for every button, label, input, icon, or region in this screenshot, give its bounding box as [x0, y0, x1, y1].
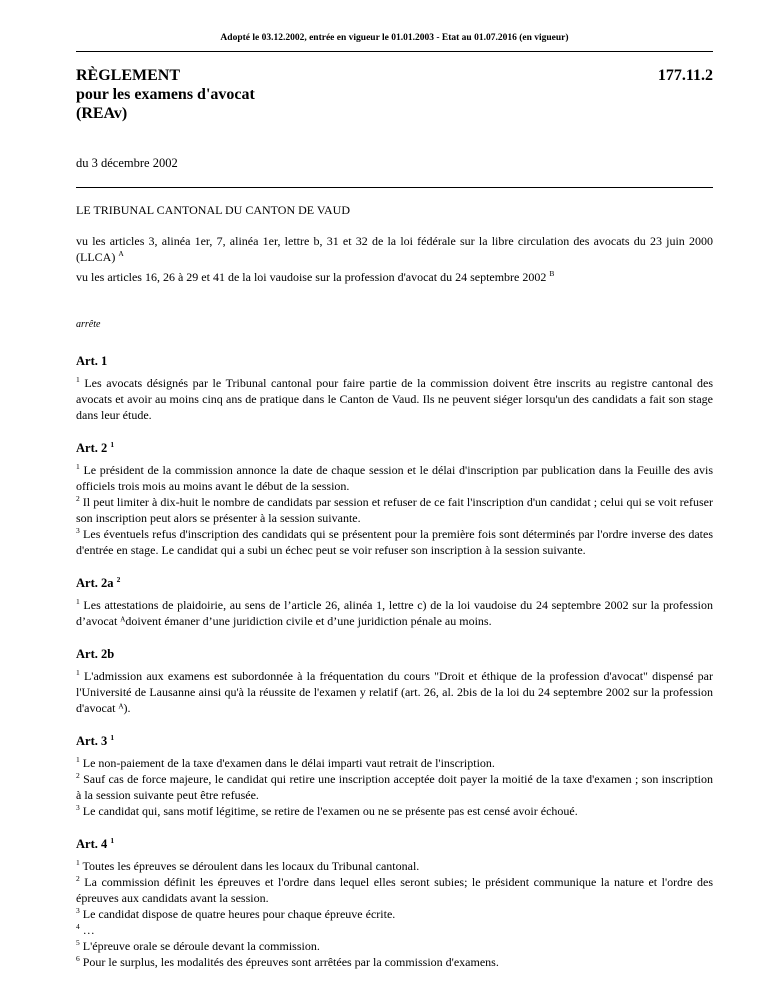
paragraph-number: 3: [76, 906, 80, 915]
article-title: Art. 3: [76, 734, 108, 748]
preamble-item: [76, 233, 713, 265]
document-code: 177.11.2: [657, 67, 713, 84]
paragraph: [76, 803, 713, 819]
paragraph: [76, 922, 713, 938]
paragraph-number: 2: [76, 494, 80, 503]
paragraph-number: 2: [76, 771, 80, 780]
paragraph-number: 1: [76, 462, 80, 471]
paragraph: [76, 668, 713, 716]
paragraph-text: Pour le surplus, les modalités des épreuves sont arrêtées par la commission d'examens.: [79, 955, 499, 969]
status-header: Adopté le 03.12.2002, entrée en vigueur le 01.01.2003 - Etat au 01.07.2016 (en vigueur): [220, 33, 569, 43]
article-heading: [76, 353, 713, 369]
article-heading: [76, 575, 713, 591]
paragraph-number: 1: [76, 597, 80, 606]
title-line-3: (REAv): [76, 105, 128, 122]
article-title: Art. 4: [76, 837, 108, 851]
paragraph: [76, 597, 713, 629]
paragraph: [76, 494, 713, 526]
paragraph: [76, 858, 713, 874]
footnote-ref: 1: [110, 836, 115, 845]
paragraph-text: Les attestations de plaidoirie, au sens de l’article 26, alinéa 1, lettre c) de la loi vaudoise du 24 septembre 2002 sur la profession d’avocat ᴬdoivent émaner d’une juridiction civile et d’une juridiction pénale au moins.: [76, 598, 713, 628]
arrete-label: arrête: [76, 319, 101, 330]
articles: [76, 353, 713, 970]
paragraph: [76, 755, 713, 771]
paragraph: [76, 954, 713, 970]
document-body: [76, 202, 713, 970]
preamble-text: vu les articles 3, alinéa 1er, 7, alinéa 1er, lettre b, 31 et 32 de la loi fédérale sur la libre circulation des avocats du 23 juin 2000 (LLCA): [76, 234, 713, 264]
article-title: Art. 2b: [76, 647, 115, 661]
paragraph-number: 4: [76, 922, 80, 931]
title-block: [76, 66, 713, 126]
article-heading: [76, 440, 713, 456]
paragraph-text: L'épreuve orale se déroule devant la commission.: [79, 939, 320, 953]
paragraph-number: 1: [76, 668, 80, 677]
paragraph-text: Sauf cas de force majeure, le candidat qui retire une inscription acceptée doit payer la moitié de la taxe d'examen ; son inscription à la session suivante peut être refusée.: [76, 772, 713, 802]
paragraph-text: Les éventuels refus d'inscription des candidats qui se présentent pour la première fois sont déterminés par l'ordre inverse des dates d'entrée en stage. Le candidat qui a subi un échec peut se voir refuser son inscription à la session suivante.: [76, 527, 713, 557]
paragraph-text: Le président de la commission annonce la date de chaque session et le délai d'inscription par publication dans la Feuille des avis officiels trois mois au moins avant le début de la session.: [76, 463, 713, 493]
paragraph-number: 3: [76, 526, 80, 535]
document-title: [76, 66, 713, 123]
document-page: [76, 0, 713, 970]
title-line-1: RÈGLEMENT: [76, 67, 181, 84]
article-title: Art. 1: [76, 354, 108, 368]
article-title: Art. 2: [76, 441, 108, 455]
paragraph-text: Le candidat dispose de quatre heures pour chaque épreuve écrite.: [79, 907, 396, 921]
paragraph-number: 2: [76, 874, 80, 883]
paragraph-text: La commission définit les épreuves et l'ordre dans lequel elles seront subies; le président communique la nature et l'ordre des épreuves aux candidats avant la session.: [76, 875, 713, 905]
footnote-ref: 2: [116, 575, 121, 584]
article-heading: [76, 646, 713, 662]
paragraph-number: 6: [76, 954, 80, 963]
preamble: [76, 233, 713, 285]
paragraph-text: Toutes les épreuves se déroulent dans les locaux du Tribunal cantonal.: [79, 859, 420, 873]
paragraph-text: Il peut limiter à dix-huit le nombre de candidats par session et refuser de ce fait l'inscription d'un candidat ; celui qui se voit refuser son inscription peut alors se présenter à la session suivante.: [76, 495, 713, 525]
mid-divider: [76, 187, 713, 188]
paragraph-number: 3: [76, 803, 80, 812]
paragraph-number: 1: [76, 375, 80, 384]
article-heading: [76, 836, 713, 852]
top-divider: [76, 51, 713, 52]
preamble-text: vu les articles 16, 26 à 29 et 41 de la loi vaudoise sur la profession d'avocat du 24 septembre 2002: [76, 270, 550, 284]
issuing-authority: LE TRIBUNAL CANTONAL DU CANTON DE VAUD: [76, 203, 351, 217]
paragraph-number: 5: [76, 938, 80, 947]
paragraph-text: L'admission aux examens est subordonnée à la fréquentation du cours "Droit et éthique de la profession d'avocat" dispensé par l'Université de Lausanne ainsi qu'à la réussite de l'examen y relatif (art. 26, al. 2bis de la loi du 24 septembre 2002 sur la profession d'avocat ᴬ).: [76, 669, 713, 715]
footnote-ref: A: [118, 249, 124, 258]
paragraph-text: …: [79, 923, 95, 937]
preamble-item: [76, 269, 713, 285]
paragraph: [76, 462, 713, 494]
paragraph-number: 1: [76, 858, 80, 867]
paragraph: [76, 375, 713, 423]
paragraph-number: 1: [76, 755, 80, 764]
footnote-ref: B: [549, 269, 555, 278]
paragraph-text: Le candidat qui, sans motif légitime, se retire de l'examen ou ne se présente pas est censé avoir échoué.: [79, 804, 578, 818]
paragraph: [76, 526, 713, 558]
footnote-ref: 1: [110, 440, 115, 449]
title-line-2: pour les examens d'avocat: [76, 86, 255, 103]
paragraph: [76, 906, 713, 922]
adoption-date: du 3 décembre 2002: [76, 156, 178, 170]
footnote-ref: 1: [110, 733, 115, 742]
paragraph: [76, 771, 713, 803]
article-title: Art. 2a: [76, 576, 114, 590]
paragraph-text: Les avocats désignés par le Tribunal cantonal pour faire partie de la commission doivent être inscrits au registre cantonal des avocats et avoir au moins cinq ans de pratique dans le Canton de Vaud. Ils ne peuvent siéger lorsqu'un des candidats a fait son stage dans leur étude.: [76, 376, 713, 422]
paragraph-text: Le non-paiement de la taxe d'examen dans le délai imparti vaut retrait de l'inscription.: [79, 756, 495, 770]
article-heading: [76, 733, 713, 749]
paragraph: [76, 938, 713, 954]
paragraph: [76, 874, 713, 906]
